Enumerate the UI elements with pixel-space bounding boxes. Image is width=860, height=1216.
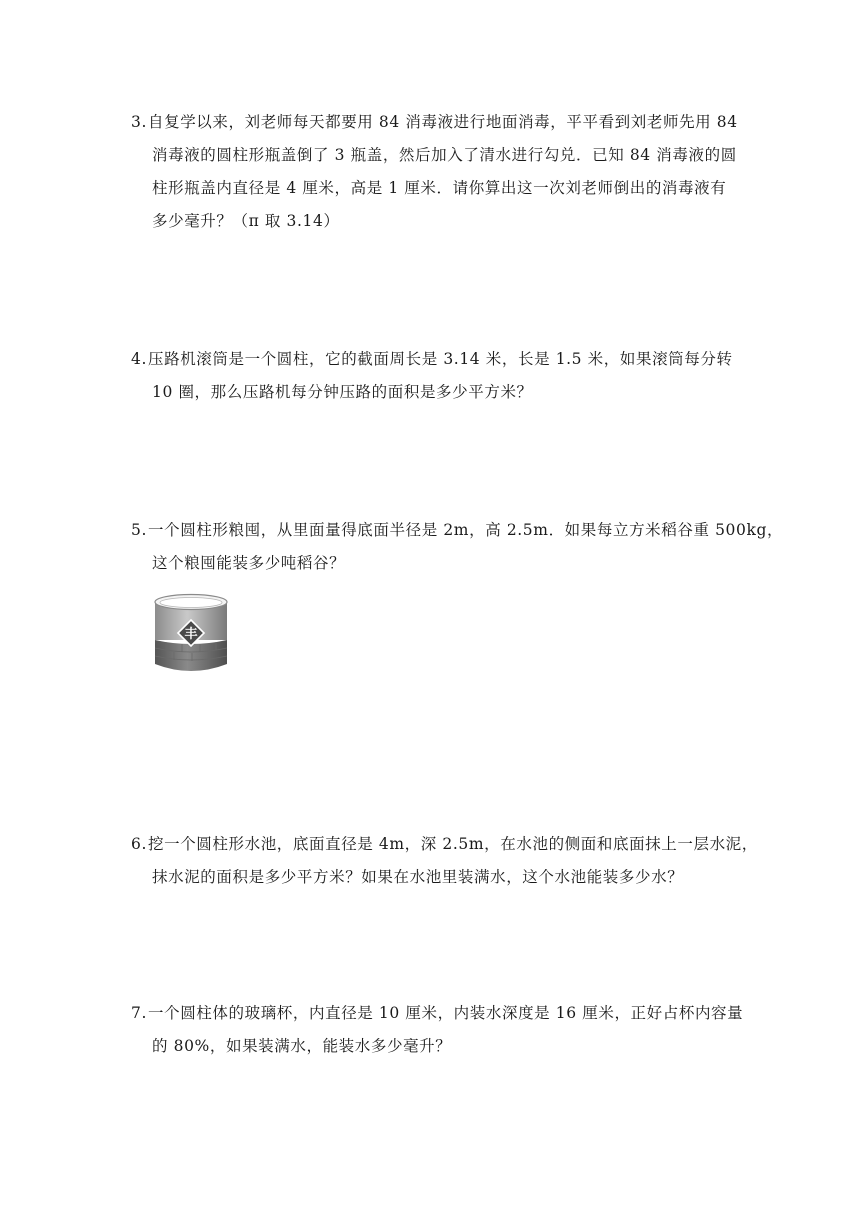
problem-5: [131, 514, 784, 580]
granary-emblem-label: 丰: [184, 627, 198, 642]
problem-4: [131, 343, 779, 409]
problem-3-line-3: 柱形瓶盖内直径是 4 厘米，高是 1 厘米．请你算出这一次刘老师倒出的消毒液有: [152, 179, 727, 197]
problem-3-line-4: 多少毫升？（π 取 3.14）: [152, 212, 340, 230]
problem-6-number: 6.: [131, 835, 147, 853]
problem-4-line-2: 10 圈，那么压路机每分钟压路的面积是多少平方米？: [152, 383, 533, 401]
problem-5-line-2: 这个粮囤能装多少吨稻谷？: [152, 554, 346, 572]
problem-5-number: 5.: [131, 521, 147, 539]
problem-7-line-2: 的 80%，如果装满水，能装水多少毫升？: [152, 1037, 452, 1055]
problem-4-line-1: 4.压路机滚筒是一个圆柱，它的截面周长是 3.14 米，长是 1.5 米，如果滚筒每分转: [131, 343, 779, 376]
problem-6-line-1: 6.挖一个圆柱形水池，底面直径是 4m，深 2.5m，在水池的侧面和底面抹上一层水泥，: [131, 828, 779, 861]
problem-7-line-1: 7.一个圆柱体的玻璃杯，内直径是 10 厘米，内装水深度是 16 厘米，正好占杯内容量: [131, 997, 779, 1030]
problem-6: [131, 828, 779, 894]
problem-6-line-2: 抹水泥的面积是多少平方米？如果在水池里装满水，这个水池能装多少水？: [152, 868, 684, 886]
problem-3-number: 3.: [131, 113, 147, 131]
granary-illustration: [152, 592, 230, 674]
problem-3-line-1: 3.自复学以来，刘老师每天都要用 84 消毒液进行地面消毒，平平看到刘老师先用 84: [131, 106, 779, 139]
problem-3-line-2: 消毒液的圆柱形瓶盖倒了 3 瓶盖，然后加入了清水进行勾兑．已知 84 消毒液的圆: [152, 146, 737, 164]
problem-3: [131, 106, 779, 238]
problem-7: [131, 997, 779, 1063]
problem-5-line-1: 5.一个圆柱形粮囤，从里面量得底面半径是 2m，高 2.5m．如果每立方米稻谷重 500kg，: [131, 514, 779, 547]
problem-7-number: 7.: [131, 1004, 147, 1022]
problem-4-number: 4.: [131, 350, 147, 368]
